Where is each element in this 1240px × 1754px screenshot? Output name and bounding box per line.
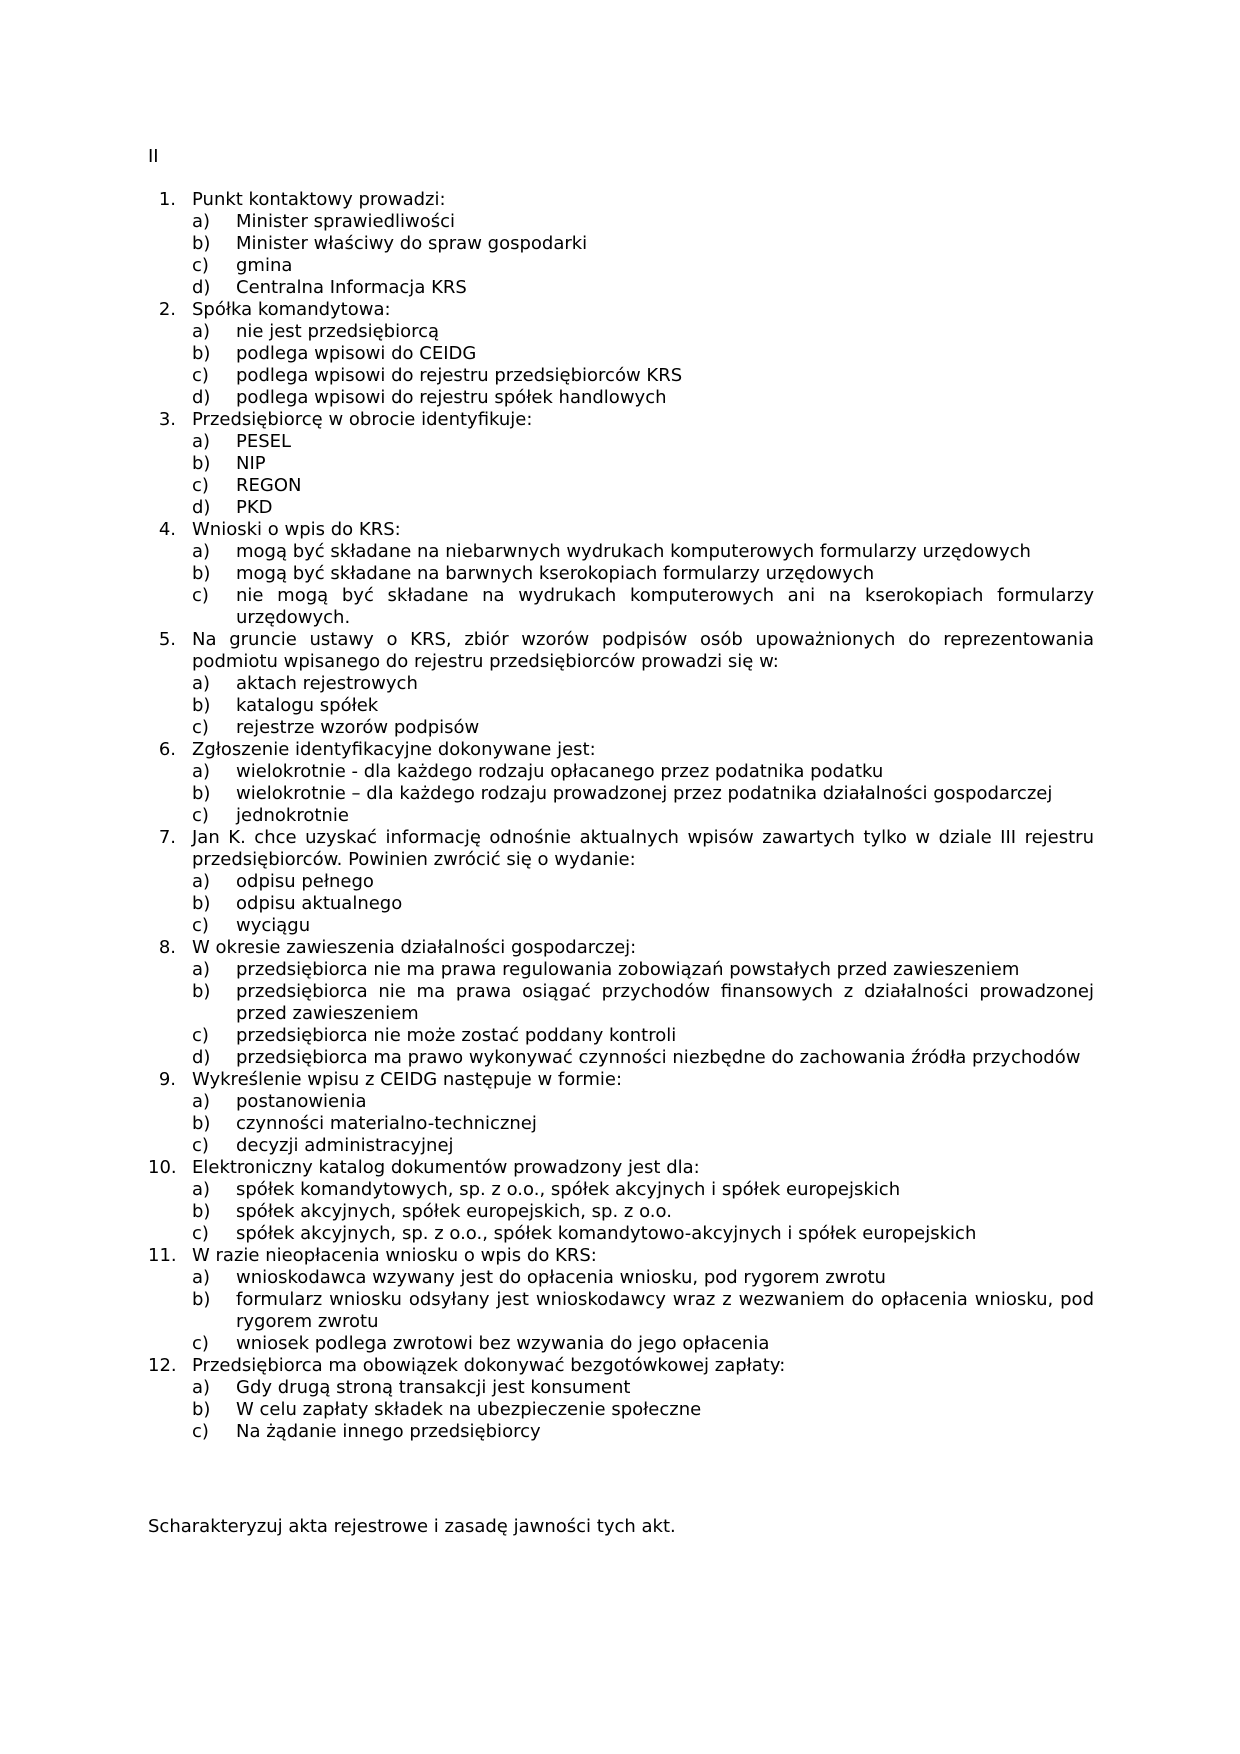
answer-option [192,1289,1094,1333]
option-text: podlega wpisowi do CEIDG [236,343,477,364]
option-letter: c) [192,805,209,826]
answer-option [192,585,1094,629]
option-text: spółek akcyjnych, spółek europejskich, sp. z o.o. [236,1201,672,1222]
option-letter: c) [192,1223,209,1244]
answer-option [192,497,1094,519]
answer-option [192,387,1094,409]
option-text: PKD [236,497,273,518]
answer-option [192,915,1094,937]
option-text: mogą być składane na niebarwnych wydrukach komputerowych formularzy urzędowych [236,541,1031,562]
option-letter: c) [192,1135,209,1156]
option-letter: b) [192,563,211,584]
answer-option [192,431,1094,453]
question-number: 9. [158,1069,176,1090]
option-text: W celu zapłaty składek na ubezpieczenie społeczne [236,1399,702,1420]
question-text: Elektroniczny katalog dokumentów prowadzony jest dla: [192,1157,700,1178]
option-letter: c) [192,1421,209,1442]
option-text: wyciągu [236,915,311,936]
option-text: PESEL [236,431,292,452]
answer-options [192,321,1094,409]
option-letter: b) [192,1201,211,1222]
answer-options [192,673,1094,739]
option-text: Minister sprawiedliwości [236,211,456,232]
question-text: W razie nieopłacenia wniosku o wpis do KRS: [192,1245,597,1266]
answer-option [192,475,1094,497]
question-number: 1. [158,189,176,210]
answer-option [192,717,1094,739]
answer-option [192,365,1094,387]
option-text: Gdy drugą stroną transakcji jest konsument [236,1377,631,1398]
question-number: 4. [158,519,176,540]
answer-options [192,1179,1094,1245]
option-text: jednokrotnie [236,805,349,826]
answer-option [192,1201,1094,1223]
option-text: formularz wniosku odsyłany jest wnioskodawcy wraz z wezwaniem do opłacenia wniosku, pod rygorem zwrotu [236,1289,1094,1332]
question-number: 10. [148,1157,177,1178]
option-letter: a) [192,1179,211,1200]
option-letter: a) [192,1267,211,1288]
option-text: wnioskodawca wzywany jest do opłacenia wniosku, pod rygorem zwrotu [236,1267,886,1288]
option-text: nie jest przedsiębiorcą [236,321,440,342]
option-text: podlega wpisowi do rejestru przedsiębiorców KRS [236,365,683,386]
answer-option [192,277,1094,299]
answer-option [192,695,1094,717]
option-text: czynności materialno-technicznej [236,1113,537,1134]
option-letter: d) [192,497,211,518]
essay-question: Scharakteryzuj akta rejestrowe i zasadę jawności tych akt. [148,1516,676,1537]
answer-option [192,1025,1094,1047]
option-text: przedsiębiorca ma prawo wykonywać czynności niezbędne do zachowania źródła przychodów [236,1047,1081,1068]
answer-options [192,1267,1094,1355]
answer-option [192,1047,1094,1069]
answer-option [192,343,1094,365]
question-text: Zgłoszenie identyfikacyjne dokonywane jest: [192,739,596,760]
option-letter: b) [192,893,211,914]
option-text: Minister właściwy do spraw gospodarki [236,233,588,254]
option-text: gmina [236,255,293,276]
answer-option [192,805,1094,827]
option-letter: d) [192,277,211,298]
question-number: 12. [148,1355,177,1376]
question-text: Przedsiębiorca ma obowiązek dokonywać bezgotówkowej zapłaty: [192,1355,786,1376]
answer-options [192,871,1094,937]
option-text: przedsiębiorca nie ma prawa regulowania zobowiązań powstałych przed zawieszeniem [236,959,1020,980]
question-text: Przedsiębiorcę w obrocie identyfikuje: [192,409,533,430]
answer-option [192,981,1094,1025]
option-letter: a) [192,541,211,562]
answer-option [192,211,1094,233]
question-item [148,629,1094,739]
answer-option [192,1091,1094,1113]
option-text: REGON [236,475,302,496]
option-text: spółek komandytowych, sp. z o.o., spółek akcyjnych i spółek europejskich [236,1179,901,1200]
question-item [148,1355,1094,1443]
question-number: 6. [158,739,176,760]
option-text: mogą być składane na barwnych kserokopiach formularzy urzędowych [236,563,875,584]
question-text: Na gruncie ustawy o KRS, zbiór wzorów podpisów osób upoważnionych do reprezentowania podmiotu wpisanego do rejestru przedsiębiorców prowadzi się w: [192,629,1094,672]
answer-option [192,761,1094,783]
answer-options [192,211,1094,299]
answer-options [192,1091,1094,1157]
question-text: Wykreślenie wpisu z CEIDG następuje w formie: [192,1069,623,1090]
answer-option [192,1223,1094,1245]
option-text: wniosek podlega zwrotowi bez wzywania do jego opłacenia [236,1333,770,1354]
answer-option [192,783,1094,805]
option-text: podlega wpisowi do rejestru spółek handlowych [236,387,667,408]
option-text: katalogu spółek [236,695,379,716]
option-letter: c) [192,475,209,496]
answer-option [192,1377,1094,1399]
answer-options [192,541,1094,629]
option-letter: a) [192,321,211,342]
answer-option [192,453,1094,475]
question-number: 11. [148,1245,177,1266]
answer-options [192,431,1094,519]
option-text: odpisu pełnego [236,871,374,892]
question-item [148,1245,1094,1355]
answer-option [192,233,1094,255]
option-text: wielokrotnie - dla każdego rodzaju opłacanego przez podatnika podatku [236,761,884,782]
option-letter: a) [192,761,211,782]
answer-options [192,1377,1094,1443]
answer-option [192,1421,1094,1443]
option-letter: c) [192,915,209,936]
answer-option [192,959,1094,981]
answer-option [192,1135,1094,1157]
question-item [148,827,1094,937]
question-number: 3. [158,409,176,430]
option-text: przedsiębiorca nie może zostać poddany kontroli [236,1025,677,1046]
question-item [148,937,1094,1069]
option-text: spółek akcyjnych, sp. z o.o., spółek komandytowo-akcyjnych i spółek europejskich [236,1223,977,1244]
option-text: rejestrze wzorów podpisów [236,717,480,738]
question-number: 2. [158,299,176,320]
question-number: 7. [158,827,176,848]
option-letter: c) [192,717,209,738]
option-letter: c) [192,1333,209,1354]
section-heading: II [148,146,159,167]
question-item [148,409,1094,519]
option-text: nie mogą być składane na wydrukach komputerowych ani na kserokopiach formularzy urzędowych. [236,585,1094,628]
option-letter: b) [192,981,211,1002]
answer-options [192,959,1094,1069]
question-number: 5. [158,629,176,650]
option-text: decyzji administracyjnej [236,1135,454,1156]
option-letter: b) [192,1289,211,1310]
answer-option [192,1179,1094,1201]
answer-option [192,1399,1094,1421]
option-text: Na żądanie innego przedsiębiorcy [236,1421,541,1442]
question-list [148,189,1094,1443]
option-letter: d) [192,387,211,408]
answer-option [192,1333,1094,1355]
option-text: przedsiębiorca nie ma prawa osiągać przychodów finansowych z działalności prowadzonej przed zawieszeniem [236,981,1094,1024]
option-letter: a) [192,211,211,232]
option-letter: a) [192,673,211,694]
option-text: postanowienia [236,1091,367,1112]
question-text: Punkt kontaktowy prowadzi: [192,189,446,210]
option-letter: b) [192,1113,211,1134]
question-text: Spółka komandytowa: [192,299,391,320]
question-item [148,739,1094,827]
option-letter: d) [192,1047,211,1068]
question-text: W okresie zawieszenia działalności gospodarczej: [192,937,637,958]
answer-option [192,1267,1094,1289]
answer-option [192,321,1094,343]
question-text: Wnioski o wpis do KRS: [192,519,401,540]
question-number: 8. [158,937,176,958]
option-text: Centralna Informacja KRS [236,277,467,298]
answer-option [192,893,1094,915]
question-item [148,519,1094,629]
answer-option [192,871,1094,893]
option-letter: b) [192,343,211,364]
question-item [148,189,1094,299]
option-letter: a) [192,959,211,980]
question-item [148,1157,1094,1245]
answer-option [192,563,1094,585]
option-text: wielokrotnie – dla każdego rodzaju prowadzonej przez podatnika działalności gospodarczej [236,783,1053,804]
answer-option [192,541,1094,563]
question-text: Jan K. chce uzyskać informację odnośnie aktualnych wpisów zawartych tylko w dziale III rejestru przedsiębiorców. Powinien zwrócić się o wydanie: [192,827,1094,870]
option-letter: b) [192,233,211,254]
option-letter: b) [192,783,211,804]
answer-option [192,1113,1094,1135]
answer-option [192,673,1094,695]
question-item [148,299,1094,409]
option-text: NIP [236,453,266,474]
option-letter: c) [192,365,209,386]
option-letter: a) [192,431,211,452]
option-text: aktach rejestrowych [236,673,418,694]
option-letter: a) [192,1377,211,1398]
option-letter: a) [192,871,211,892]
option-letter: b) [192,453,211,474]
option-letter: c) [192,585,209,606]
question-item [148,1069,1094,1157]
option-letter: c) [192,255,209,276]
option-letter: a) [192,1091,211,1112]
answer-option [192,255,1094,277]
option-letter: b) [192,1399,211,1420]
option-text: odpisu aktualnego [236,893,403,914]
option-letter: b) [192,695,211,716]
answer-options [192,761,1094,827]
option-letter: c) [192,1025,209,1046]
